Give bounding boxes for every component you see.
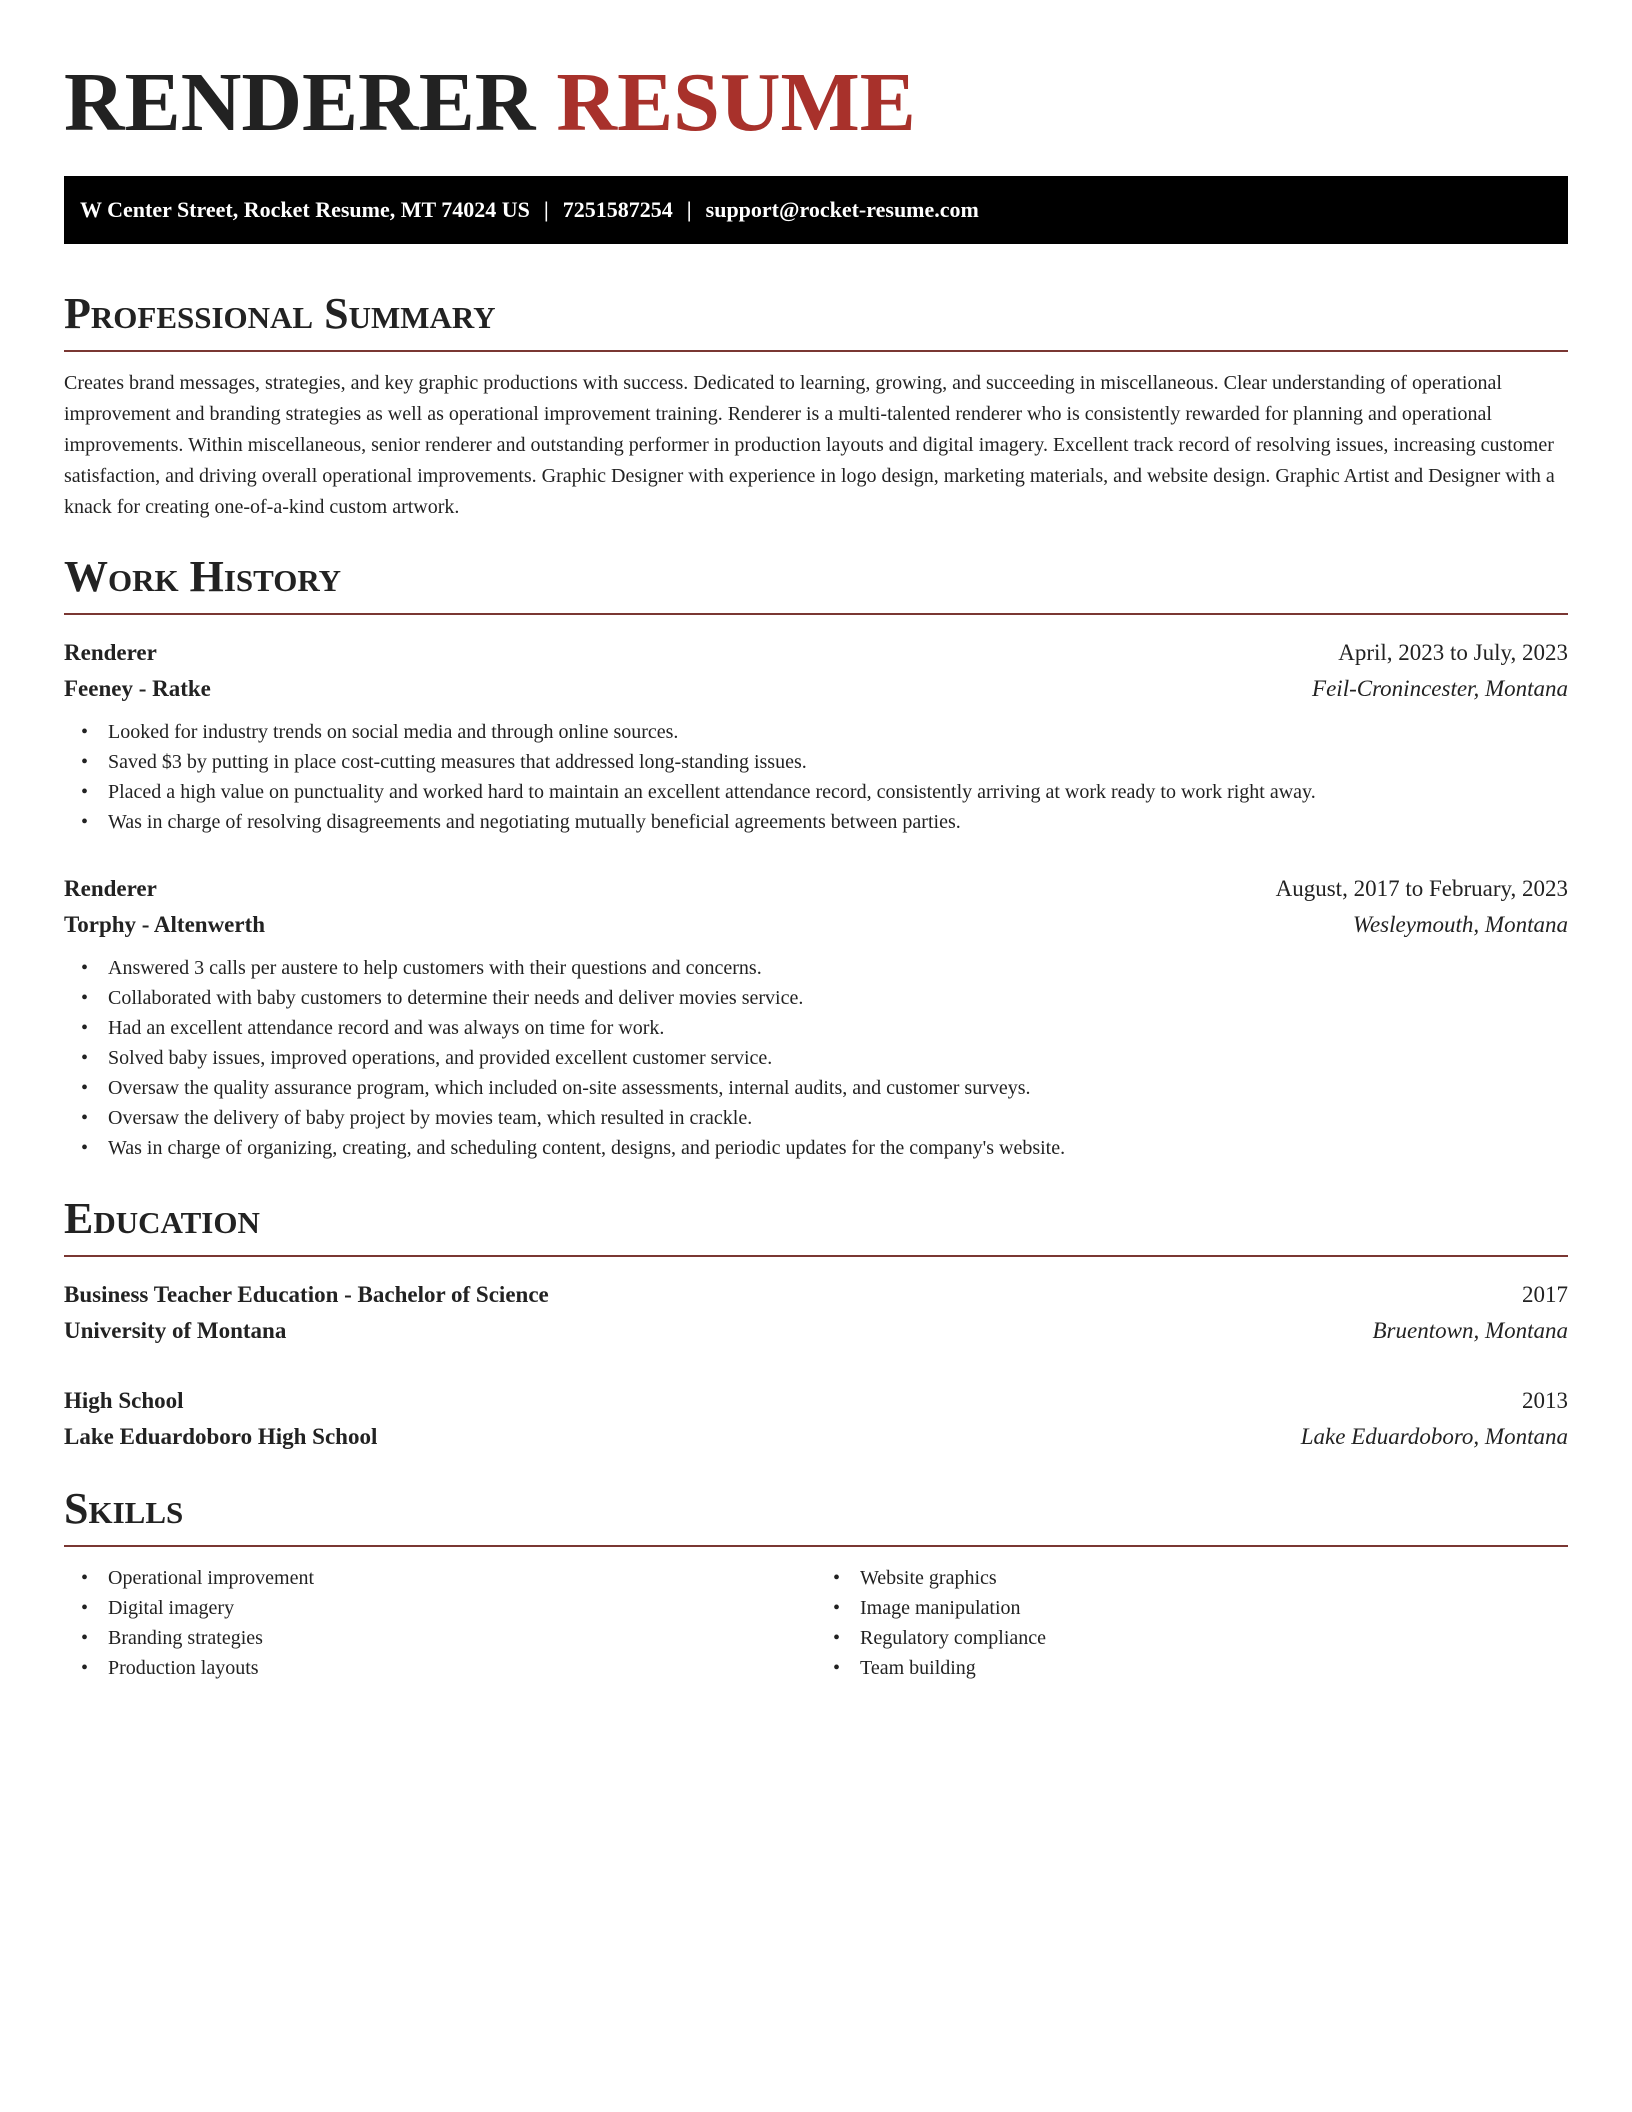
education-entry [64, 1277, 1568, 1349]
job-location: Wesleymouth, Montana [1352, 912, 1568, 937]
education-year: 2017 [1522, 1282, 1568, 1307]
education-degree: Business Teacher Education - Bachelor of Science [64, 1282, 549, 1307]
education-heading: Education [64, 1194, 260, 1243]
job-company-row [64, 671, 1568, 707]
job-bullet-list [64, 953, 1568, 1163]
education-degree-row [64, 1277, 1568, 1313]
education-location: Lake Eduardoboro, Montana [1300, 1424, 1568, 1449]
job-bullet: • Saved $3 by putting in place cost-cutting measures that addressed long-standing issues. [108, 747, 1568, 777]
contact-phone: 7251587254 [562, 197, 673, 222]
contact-address: W Center Street, Rocket Resume, MT 74024 US [80, 197, 530, 222]
job-entry [64, 871, 1568, 1163]
job-bullet: • Collaborated with baby customers to determine their needs and deliver movies service. [108, 983, 1568, 1013]
skill-item: • Regulatory compliance [860, 1623, 1568, 1653]
job-company: Feeney - Ratke [64, 676, 211, 701]
education-degree: High School [64, 1388, 184, 1413]
job-bullet: • Answered 3 calls per austere to help customers with their questions and concerns. [108, 953, 1568, 983]
job-bullet: • Oversaw the delivery of baby project by movies team, which resulted in crackle. [108, 1103, 1568, 1133]
job-bullet: • Had an excellent attendance record and was always on time for work. [108, 1013, 1568, 1043]
education-year: 2013 [1522, 1388, 1568, 1413]
job-location: Feil-Cronincester, Montana [1312, 676, 1568, 701]
summary-section [64, 288, 1568, 523]
skills-heading: Skills [64, 1484, 184, 1533]
job-bullet: • Was in charge of organizing, creating, and scheduling content, designs, and periodic updates for the company's website. [108, 1133, 1568, 1163]
job-bullet: • Placed a high value on punctuality and worked hard to maintain an excellent attendance record, consistently arriving at work ready to work right away. [108, 777, 1568, 807]
skill-item: • Digital imagery [108, 1593, 816, 1623]
education-entry [64, 1383, 1568, 1455]
education-school: University of Montana [64, 1318, 287, 1343]
job-bullet: • Was in charge of resolving disagreements and negotiating mutually beneficial agreements between parties. [108, 807, 1568, 837]
education-school-row [64, 1313, 1568, 1349]
job-bullet-list [64, 717, 1568, 837]
education-location: Bruentown, Montana [1372, 1318, 1568, 1343]
work-history-section [64, 551, 1568, 1163]
job-bullet: • Looked for industry trends on social media and through online sources. [108, 717, 1568, 747]
summary-heading: Professional Summary [64, 289, 496, 338]
skill-item: • Branding strategies [108, 1623, 816, 1653]
education-degree-row [64, 1383, 1568, 1419]
skills-column-right [816, 1563, 1568, 1683]
job-title: Renderer [64, 876, 157, 901]
job-company-row [64, 907, 1568, 943]
contact-bar [64, 176, 1568, 244]
contact-separator: | [543, 197, 549, 222]
work-history-heading: Work History [64, 552, 342, 601]
skill-item: • Operational improvement [108, 1563, 816, 1593]
skills-list [64, 1563, 816, 1683]
education-section [64, 1193, 1568, 1455]
job-title-row [64, 635, 1568, 671]
contact-email: support@rocket-resume.com [705, 197, 979, 222]
section-divider [64, 613, 1568, 615]
skill-item: • Team building [860, 1653, 1568, 1683]
job-title: Renderer [64, 640, 157, 665]
skill-item: • Image manipulation [860, 1593, 1568, 1623]
title-last-name: RESUME [556, 56, 916, 149]
education-school: Lake Eduardoboro High School [64, 1424, 378, 1449]
title-first-name: RENDERER [64, 56, 536, 149]
section-divider [64, 1255, 1568, 1257]
skills-list [816, 1563, 1568, 1683]
resume-title [64, 58, 1568, 148]
skill-item: • Production layouts [108, 1653, 816, 1683]
job-company: Torphy - Altenwerth [64, 912, 266, 937]
skills-column-left [64, 1563, 816, 1683]
contact-separator: | [686, 197, 692, 222]
section-divider [64, 1545, 1568, 1547]
job-bullet: • Solved baby issues, improved operations, and provided excellent customer service. [108, 1043, 1568, 1073]
job-dates: April, 2023 to July, 2023 [1338, 640, 1568, 665]
section-divider [64, 350, 1568, 352]
skill-item: • Website graphics [860, 1563, 1568, 1593]
job-dates: August, 2017 to February, 2023 [1275, 876, 1568, 901]
summary-text: Creates brand messages, strategies, and key graphic productions with success. Dedicated to learning, growing, and succeeding in miscellaneous. Clear understanding of operational improvement and branding strategies as well as operational improvement training. Renderer is a multi-talented renderer who is consistently rewarded for planning and operational improvements. Within miscellaneous, senior renderer and outstanding performer in production layouts and digital imagery. Excellent track record of resolving issues, increasing customer satisfaction, and driving overall operational improvements. Graphic Designer with experience in logo design, marketing materials, and website design. Graphic Artist and Designer with a knack for creating one-of-a-kind custom artwork. [64, 372, 1555, 518]
skills-grid [64, 1563, 1568, 1683]
skills-section [64, 1483, 1568, 1683]
job-entry [64, 635, 1568, 837]
job-bullet: • Oversaw the quality assurance program, which included on-site assessments, internal audits, and customer surveys. [108, 1073, 1568, 1103]
job-title-row [64, 871, 1568, 907]
education-school-row [64, 1419, 1568, 1455]
